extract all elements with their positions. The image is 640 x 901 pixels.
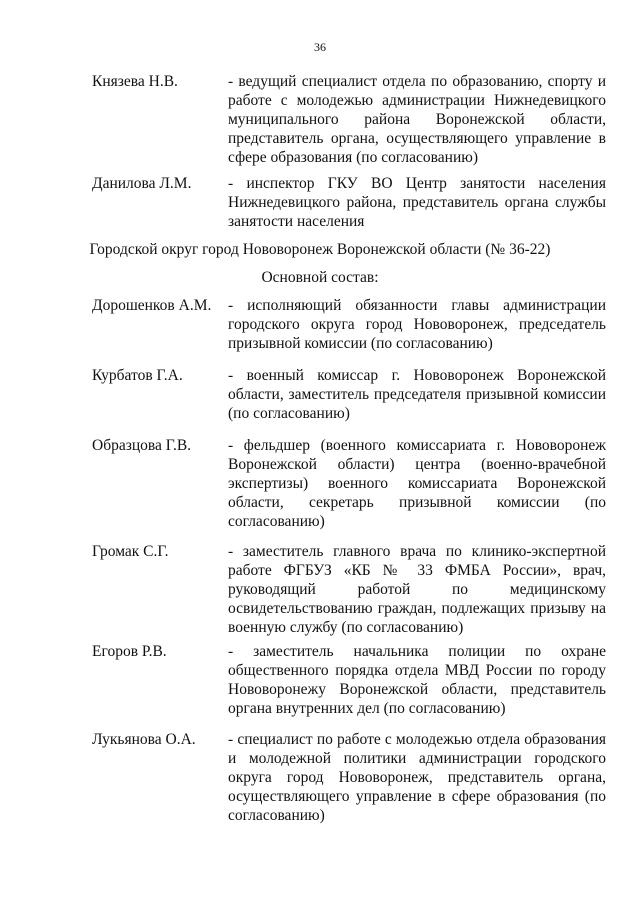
section-title: Городской округ город Нововоронеж Воронежской области (№ 36-22) bbox=[89, 241, 551, 258]
member-duty: - военный комиссар г. Нововоронеж Воронежской области, заместитель председателя призывной комиссии (по согласованию) bbox=[228, 367, 606, 422]
member-duty: - инспектор ГКУ ВО Центр занятости населения Нижнедевицкого района, представитель органа службы занятости населения bbox=[228, 175, 606, 230]
member-duty: - ведущий специалист отдела по образованию, спорту и работе с молодежью администрации Нижнедевицкого муниципального района Воронежской области, представитель органа, осуществляющего управление в сфере образования (по согласованию) bbox=[228, 73, 606, 166]
member-name: Данилова Л.М. bbox=[92, 175, 192, 192]
member-duty: - заместитель главного врача по клинико-экспертной работе ФГБУЗ «КБ № 33 ФМБА России», врач, руководящий работой по медицинскому освидетельствованию граждан, подлежащих призыву на военную службу (по согласованию) bbox=[228, 543, 606, 636]
member-name: Лукьянова О.А. bbox=[92, 731, 196, 748]
member-name: Образцова Г.В. bbox=[92, 437, 192, 454]
member-name: Дорошенков А.М. bbox=[92, 297, 212, 314]
member-duty: - фельдшер (военного комиссариата г. Нововоронеж Воронежской области) центра (военно-врачебной экспертизы) военного комиссариата Воронежской области, секретарь призывной комиссии (по согласованию) bbox=[228, 437, 606, 530]
member-duty: - заместитель начальника полиции по охране общественного порядка отдела МВД России по городу Нововоронежу Воронежской области, представитель органа внутренних дел (по согласованию) bbox=[228, 643, 606, 717]
member-name: Егоров Р.В. bbox=[92, 643, 167, 660]
member-name: Громак С.Г. bbox=[92, 543, 169, 560]
member-duty: - специалист по работе с молодежью отдела образования и молодежной политики администрации городского округа город Нововоронеж, представитель органа, осуществляющего управление в сфере образования (по согласованию) bbox=[228, 731, 606, 824]
page-number: 36 bbox=[314, 40, 326, 54]
member-name: Князева Н.В. bbox=[92, 73, 178, 90]
member-name: Курбатов Г.А. bbox=[92, 367, 183, 384]
member-duty: - исполняющий обязанности главы администрации городского округа город Нововоронеж, председатель призывной комиссии (по согласованию) bbox=[228, 297, 606, 352]
section-subtitle: Основной состав: bbox=[261, 269, 379, 286]
